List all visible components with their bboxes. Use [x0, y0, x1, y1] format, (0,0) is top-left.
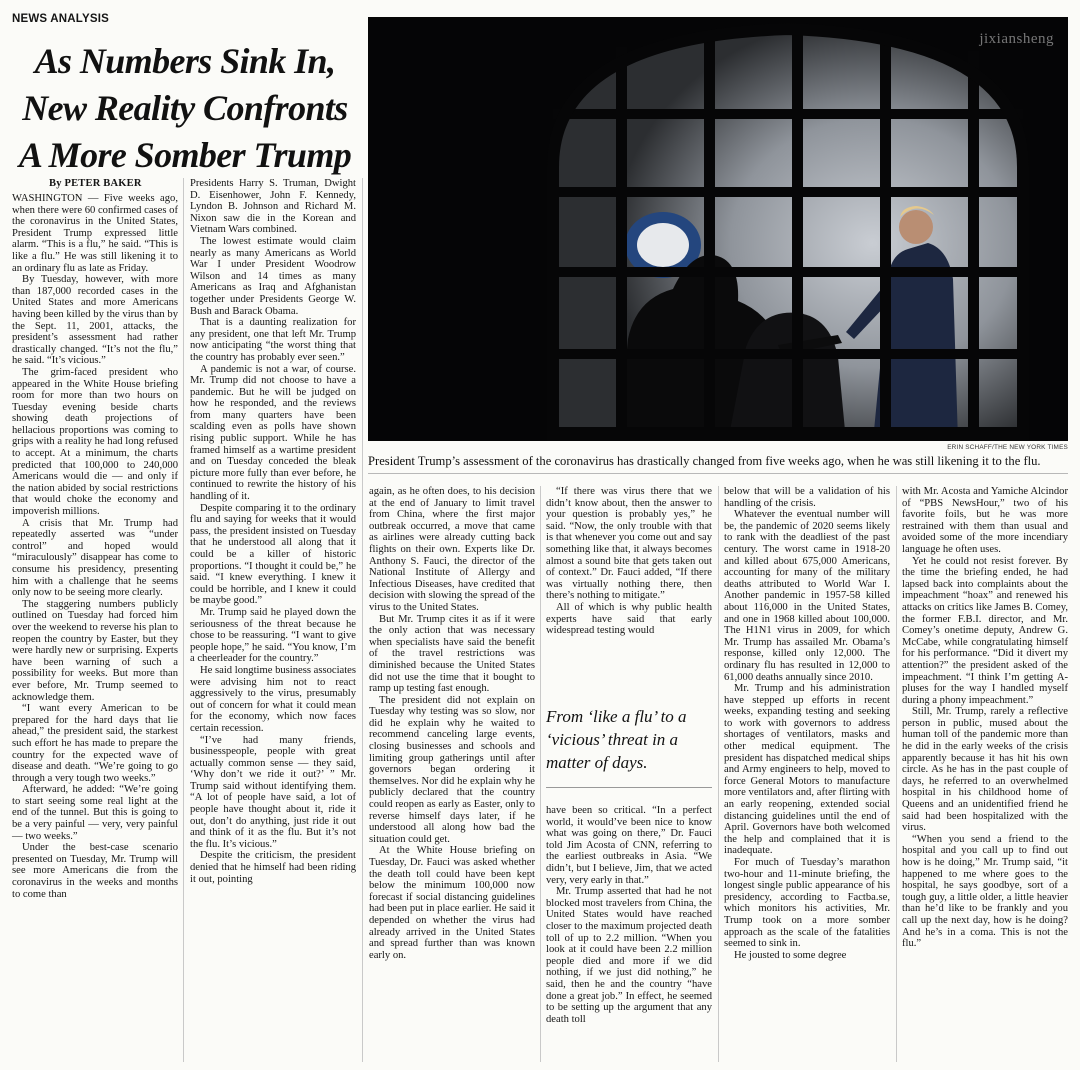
paragraph: Whatever the eventual number will be, the pandemic of 2020 seems likely to rank with the deadliest of the past century. The worst came in 1918-20 and killed about 675,000 Americans, accounting for many of the military deaths attributed to World War I. Another pandemic in 1957-58 killed about 116,000 in the United States, and one in 1968 killed about 100,000. The H1N1 virus in 2009, for which Mr. Trump has assailed Mr. Obama’s response, killed only 12,000. The ordinary flu has resulted in 12,000 to 61,000 deaths annually since 2010. [724, 509, 890, 683]
paragraph: The president did not explain on Tuesday why testing was so slow, nor did he explain why he waited to recommend canceling large events, closing businesses and schools and limiting group gatherings until after governors began ordering it themselves. Nor did he explain why he publicly declared that the country could reopen as early as Easter, only to reverse himself days later, if he understood all along how bad the situation could get. [369, 694, 535, 845]
paragraph: Presidents Harry S. Truman, Dwight D. Eisenhower, John F. Kennedy, Lyndon B. Johnson and Richard M. Nixon saw die in the Korean and Vietnam Wars combined. [190, 178, 356, 236]
paragraph: The lowest estimate would claim nearly as many Americans as World War I under President Woodrow Wilson and 14 times as many Americans as Iraq and Afghanistan together under Presidents George W. Bush and Barack Obama. [190, 235, 356, 317]
pull-quote-rule [546, 787, 712, 788]
paragraph: He jousted to some degree [734, 949, 847, 961]
paragraph: For much of Tuesday’s marathon two-hour and 11-minute briefing, the longest single public appearance of his presidency, according to Factba.se, which monitors his activities, Mr. Trump took on a more somber approach as the scale of the fatalities seemed to sink in. [724, 857, 890, 950]
paragraph: “I want every American to be prepared for the hard days that lie ahead,” the president said, the starkest such effort he has made to prepare the country for the expected wave of disease and death. “We’re going to go through a very tough two weeks.” [12, 703, 178, 784]
article-column [902, 486, 1068, 950]
headline-line: As Numbers Sink In, [34, 41, 336, 81]
caption-rule [368, 473, 1068, 474]
paragraph: All of which is why public health experts have said that early widespread testing would [546, 601, 712, 637]
article-column [546, 805, 712, 1025]
paragraph: below that will be a validation of his handling of the crisis. [724, 486, 890, 509]
paragraph: At the White House briefing on Tuesday, Dr. Fauci was asked whether the death toll could have been kept below the minimum 100,000 now forecast if social distancing guidelines had been put in place earlier. He said it depended on whether the virus had already arrived in the United States and spread further than was known early on. [369, 845, 535, 961]
paragraph: The staggering numbers publicly outlined on Tuesday had forced him over the weekend to reverse his plan to reopen the country by Easter, but they were hardly new or surprising. Experts have been warning of such a possibility for weeks. But more than ever before, Mr. Trump seemed to acknowledge them. [12, 598, 178, 703]
photo-watermark: jixiansheng [979, 31, 1054, 47]
paragraph: Still, Mr. Trump, rarely a reflective person in public, mused about the human toll of the pandemic more than he did in the early weeks of the crisis apparently because it has hit his own circle. As he has in the past couple of days, he referred to an overwhelmed hospital in his childhood home of Queens and an unidentified friend he said had been hospitalized with the virus. [902, 706, 1068, 834]
paragraph: Mr. Trump said he played down the seriousness of the threat because he chose to be reassuring. “I want to give people hope,” he said. “You know, I’m a cheerleader for the country.” [190, 606, 356, 665]
paragraph: “If there was virus there that we didn’t know about, then the answer to your question is probably yes,” he said. “Now, the only trouble with that is that whenever you come out and say something like that, it always becomes almost a sound bite that gets taken out of context.” Dr. Fauci added, “If there was virtually nothing there, then there’s nothing to mitigate.” [546, 486, 712, 602]
paragraph: Despite comparing it to the ordinary flu and saying for weeks that it would pass, the president insisted on Tuesday that he understood all along that it could be a killer of historic proportions. “I thought it could be,” he said. “I knew everything. I knew it could be horrible, and I knew it could be maybe good.” [190, 502, 356, 607]
photo-illustration [368, 17, 1068, 441]
paragraph: He said longtime business associates were advising him not to react aggressively to the virus, presumably out of concern for what it could mean for the economy, which now faces certain recession. [190, 664, 356, 734]
column-divider [540, 486, 541, 1062]
paragraph: Mr. Trump and his administration have stepped up efforts in recent weeks, expanding testing and seeking to work with governors to address shortages of ventilators, masks and other medical equipment. The president has dispatched medical ships and Army engineers to help, moved to force General Motors to manufacture more ventilators and, after flirting with an early reopening, extended social distancing guidelines until the end of April. Governors have both welcomed the help and complained that it is inadequate. [724, 683, 890, 857]
paragraph: with Mr. Acosta and Yamiche Alcindor of “PBS NewsHour,” two of his favorite foils, but he was more restrained with them than usual and avoided some of the more incendiary language he often uses. [902, 486, 1068, 555]
pull-quote: From ‘like a flu’ to a ‘vicious’ threat in a matter of days. [546, 707, 687, 772]
paragraph: Afterward, he added: “We’re going to start seeing some real light at the end of the tunnel. But this is going to be a very painful — very, very painful — two weeks.” [12, 784, 178, 842]
news-photo [368, 17, 1068, 441]
paragraph: The grim-faced president who appeared in the White House briefing room for more than two hours on Tuesday evening beside charts showing death projections of hellacious proportions was coming to grips with a reality he had long refused to accept. At a minimum, the charts predicted that 100,000 to 240,000 Americans would die — and only if the nation abided by social restrictions that would choke the economy and impoverish millions. [12, 366, 178, 518]
column-divider [362, 178, 363, 1062]
byline: By PETER BAKER [49, 178, 142, 189]
paragraph: Mr. Trump asserted that had he not blocked most travelers from China, the United States would have reached closer to the maximum projected death toll of up to 2.2 million. “When you look at it could have been 2.2 million people died and more if we did nothing, if we just did nothing,” he said, then he and the country “have done a great job.” In effect, he seemed to be setting up the argument that any death toll [546, 886, 712, 1025]
paragraph: But Mr. Trump cites it as if it were the only action that was necessary when specialists have said the benefit of the travel restrictions was diminished because the United States did not use the time that it bought to ramp up testing fast enough. [369, 613, 535, 695]
photo-caption: President Trump’s assessment of the coronavirus has drastically changed from five weeks ago, when he was still likening it to the flu. [368, 454, 1041, 468]
article-column [546, 486, 712, 637]
article-column [724, 486, 890, 961]
column-divider [183, 178, 184, 1062]
column-divider [718, 486, 719, 1062]
paragraph: WASHINGTON — Five weeks ago, when there were 60 confirmed cases of the coronavirus in the United States, President Trump expressed little alarm. “This is a flu,” he said. “This is like a flu.” He was still likening it to an ordinary flu as late as Friday. [12, 193, 178, 274]
paragraph: Yet he could not resist forever. By the time the briefing ended, he had lapsed back into complaints about the impeachment “hoax” and renewed his attacks on critics like James B. Comey, the former F.B.I. director, and Mr. Comey’s onetime deputy, Andrew G. McCabe, while congratulating himself for his performance. “Did it divert my attention?” the president asked of the impeachment. “I think I’m getting A-pluses for the way I handled myself during a phony impeachment.” [902, 555, 1068, 706]
paragraph: again, as he often does, to his decision at the end of January to limit travel from China, where the first major outbreak occurred, a move that came as airlines were already cutting back flights on their own. Experts like Dr. Anthony S. Fauci, the director of the National Institute of Allergy and Infectious Diseases, have credited that decision with slowing the spread of the virus to the United States. [369, 486, 535, 613]
article-column [369, 486, 535, 961]
paragraph: A pandemic is not a war, of course. Mr. Trump did not choose to have a pandemic. But he will be judged on how he responded, and the reviews from many quarters have been scalding even as polls have shown rising public support. While he has framed himself as a wartime president and on Tuesday conceded the bleak picture more fully than ever before, he continued to rewrite the history of his handling of it. [190, 363, 356, 503]
paragraph: By Tuesday, however, with more than 187,000 recorded cases in the United States and more Americans having been killed by the virus than by the Sept. 11, 2001, attacks, the president’s assessment had rather drastically changed. “It’s not the flu,” he said. “It’s vicious.” [12, 274, 178, 367]
paragraph: have been so critical. “In a perfect world, it would’ve been nice to know what was going on there,” Dr. Fauci told Jim Acosta of CNN, referring to the earliest outbreaks in Asia. “We didn’t, but I believe, Jim, that we acted very, very early in that.” [546, 805, 712, 886]
paragraph: “I’ve had many friends, businesspeople, people with great actually common sense — they said, ‘Why don’t we ride it out?’ ” Mr. Trump said without identifying them. “A lot of people have said, a lot of people have thought about it, ride it out, don’t do anything, just ride it out and think of it as the flu. But it’s not the flu. It’s vicious.” [190, 734, 356, 850]
column-divider [896, 486, 897, 1062]
paragraph: A crisis that Mr. Trump had repeatedly asserted was “under control” and hoped would “miraculously” disappear has come to consume his presidency, presenting him with a challenge that he seems only now to be seeing more clearly. [12, 517, 178, 599]
headline-line: A More Somber Trump [18, 135, 352, 175]
paragraph: That is a daunting realization for any president, one that left Mr. Trump now anticipating “the worst thing that the country has probably ever seen.” [190, 317, 356, 363]
paragraph: Under the best-case scenario presented on Tuesday, Mr. Trump will see more Americans die from the coronavirus in the weeks and months to come than [12, 842, 178, 900]
paragraph: Despite the criticism, the president denied that he himself had been riding it out, pointing [190, 850, 356, 885]
photo-credit: ERIN SCHAFF/THE NEW YORK TIMES [947, 444, 1068, 451]
headline [10, 38, 360, 179]
article-column [190, 178, 356, 885]
article-column [12, 193, 178, 900]
section-kicker: NEWS ANALYSIS [12, 13, 109, 25]
headline-line: New Reality Confronts [22, 88, 348, 128]
paragraph: “When you send a friend to the hospital and you call up to find out how is he doing,” Mr. Trump said, “it happened to me where goes to the hospital, he says goodbye, sort of a tough guy, a little older, a little heavier than he’d like to be frankly and you call up the next day, how is he doing? And he’s in a coma. This is not the flu.” [902, 833, 1068, 950]
